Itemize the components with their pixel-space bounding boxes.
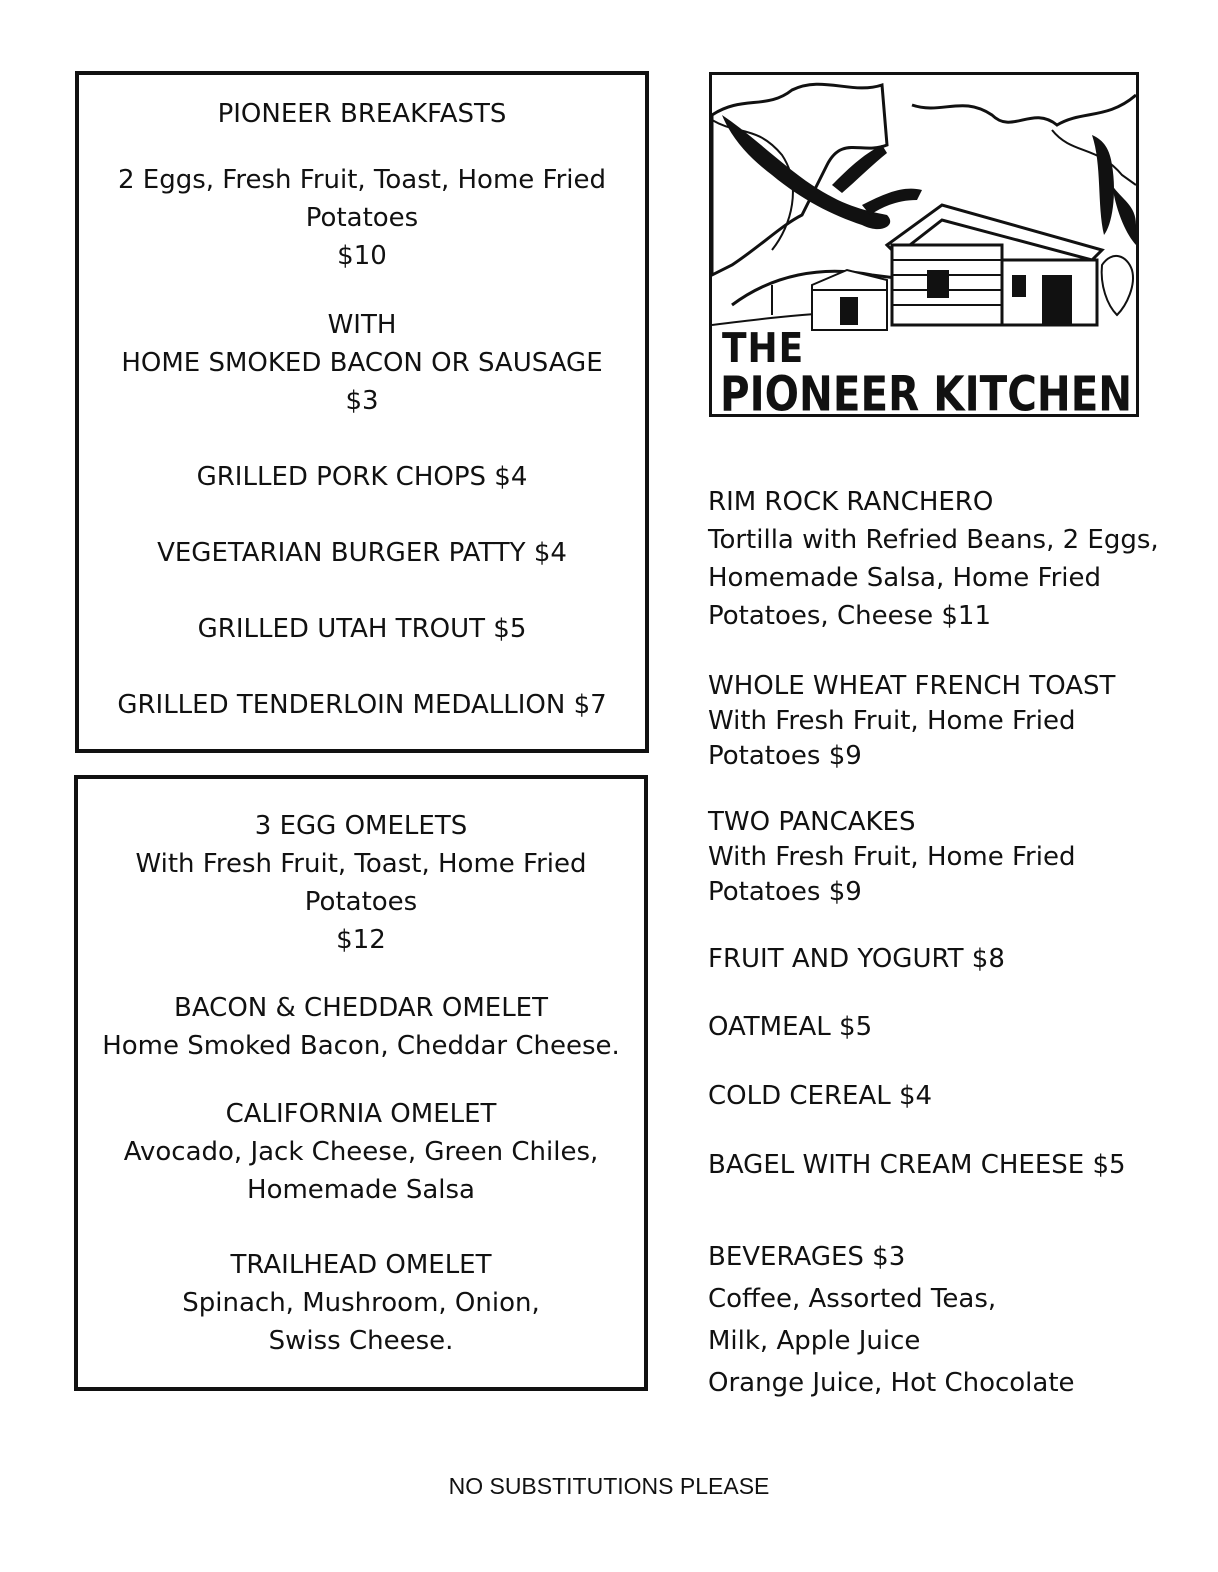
logo-the-text: THE [722,325,805,373]
item-desc: Homemade Salsa, Home Fried [708,563,1101,593]
beverages-item [708,1236,1075,1404]
breakfasts-addon-price: $3 [345,386,379,416]
omelet-desc: Homemade Salsa [247,1175,475,1205]
omelets-desc-line1: With Fresh Fruit, Toast, Home Fried [135,849,587,879]
item-name: BEVERAGES $3 [708,1242,906,1272]
omelet-desc: Home Smoked Bacon, Cheddar Cheese. [102,1031,620,1061]
french-toast-item [708,669,1115,774]
single-item: FRUIT AND YOGURT $8 [708,944,1005,974]
omelet-desc: Spinach, Mushroom, Onion, [182,1288,540,1318]
breakfasts-price: $10 [337,241,387,271]
item-name: WHOLE WHEAT FRENCH TOAST [708,671,1116,701]
item-desc: Milk, Apple Juice [708,1326,921,1356]
item-desc: Potatoes $9 [708,741,862,771]
breakfasts-desc-line1: 2 Eggs, Fresh Fruit, Toast, Home Fried [117,165,607,195]
omelet-desc: Avocado, Jack Cheese, Green Chiles, [123,1137,599,1167]
item-desc: Tortilla with Refried Beans, 2 Eggs, [708,525,1159,555]
pancakes-item [708,805,1075,910]
breakfasts-extra-item: GRILLED UTAH TROUT $5 [197,614,527,644]
breakfasts-title: PIONEER BREAKFASTS [217,99,507,129]
omelet-desc: Swiss Cheese. [268,1326,454,1356]
breakfasts-extra-item: GRILLED PORK CHOPS $4 [196,462,528,492]
logo-name-text: PIONEER KITCHEN [720,367,1133,417]
item-name: RIM ROCK RANCHERO [708,487,994,517]
omelets-desc-line2: Potatoes [304,887,418,917]
item-desc: With Fresh Fruit, Home Fried [708,842,1076,872]
item-name: TWO PANCAKES [708,807,916,837]
omelets-box [74,775,648,1391]
breakfasts-with-label: WITH [327,310,397,340]
omelet-name: BACON & CHEDDAR OMELET [174,993,548,1023]
ranchero-item [708,483,1159,635]
breakfasts-addon: HOME SMOKED BACON OR SAUSAGE [121,348,603,378]
item-desc: With Fresh Fruit, Home Fried [708,706,1076,736]
item-desc: Potatoes, Cheese $11 [708,601,992,631]
item-desc: Potatoes $9 [708,877,862,907]
item-desc: Orange Juice, Hot Chocolate [708,1368,1075,1398]
breakfasts-box [75,71,649,753]
omelet-name: TRAILHEAD OMELET [230,1250,492,1280]
single-item: COLD CEREAL $4 [708,1081,933,1111]
omelet-name: CALIFORNIA OMELET [225,1099,497,1129]
breakfasts-extra-item: GRILLED TENDERLOIN MEDALLION $7 [117,690,607,720]
item-desc: Coffee, Assorted Teas, [708,1284,997,1314]
breakfasts-extra-item: VEGETARIAN BURGER PATTY $4 [157,538,567,568]
footer-note: NO SUBSTITUTIONS PLEASE [448,1473,770,1499]
omelets-title: 3 EGG OMELETS [254,811,468,841]
omelets-price: $12 [336,925,386,955]
logo [709,72,1139,417]
single-item: OATMEAL $5 [708,1012,873,1042]
single-item: BAGEL WITH CREAM CHEESE $5 [708,1150,1126,1180]
breakfasts-desc-line2: Potatoes [305,203,419,233]
